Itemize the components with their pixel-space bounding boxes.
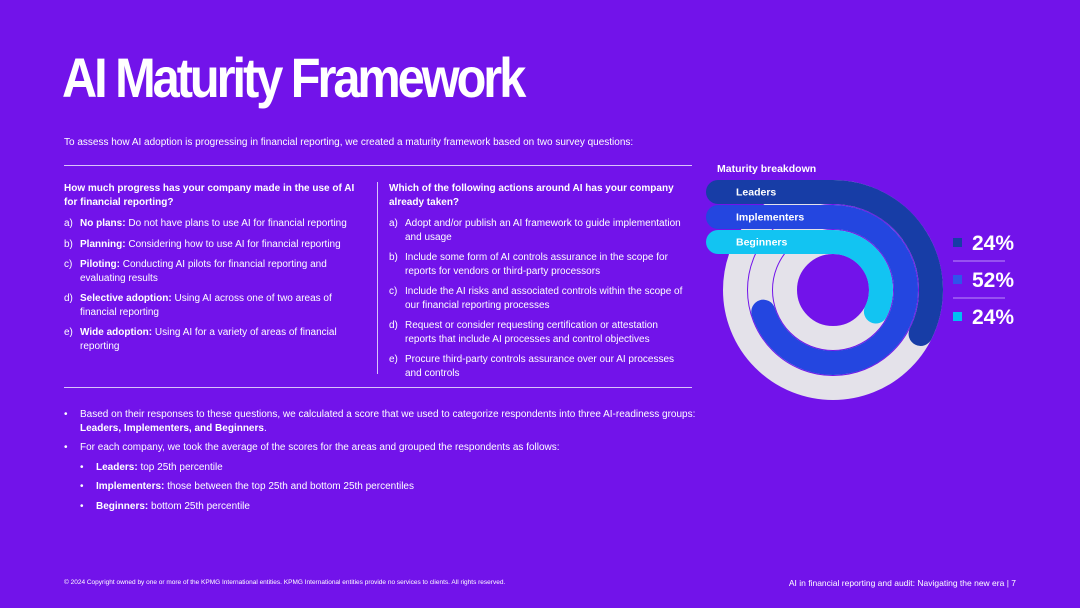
sub-bullet-item	[64, 461, 704, 475]
legend-value: 24%	[972, 306, 1015, 329]
option-key: a)	[64, 218, 73, 229]
bar-label: Beginners	[736, 236, 788, 249]
chart-hole	[798, 255, 868, 325]
sub-bullet-text: top 25th percentile	[137, 461, 223, 473]
option-item	[64, 258, 364, 285]
option-text: Do not have plans to use AI for financial reporting	[125, 218, 347, 229]
question-2	[389, 182, 689, 387]
bar-implementers	[718, 217, 906, 363]
option-item	[64, 217, 364, 231]
bar-label: Implementers	[736, 211, 805, 224]
option-key: b)	[389, 252, 398, 263]
top-divider	[64, 165, 692, 166]
page-title: AI Maturity Framework	[62, 46, 524, 109]
option-key: c)	[389, 286, 398, 297]
bar-leaders	[718, 192, 931, 334]
option-label: No plans:	[80, 218, 126, 229]
legend-swatch	[953, 275, 962, 284]
option-label: Selective adoption:	[80, 293, 172, 304]
option-text: Include the AI risks and associated controls within the scope of our financial reporting processes	[405, 286, 683, 311]
question-1-title: How much progress has your company made in the use of AI for financial reporting?	[64, 183, 355, 208]
option-key: e)	[389, 354, 398, 365]
option-item	[389, 285, 689, 312]
bar-beginners	[718, 242, 881, 312]
sub-bullet-label: Beginners:	[96, 500, 149, 512]
sub-bullet-label: Leaders:	[96, 461, 138, 473]
option-item	[389, 251, 689, 278]
option-key: a)	[389, 218, 398, 229]
option-text: Adopt and/or publish an AI framework to guide implementation and usage	[405, 218, 681, 243]
intro-text: To assess how AI adoption is progressing in financial reporting, we created a maturity framework based on two survey questions:	[64, 137, 634, 148]
option-key: d)	[389, 320, 398, 331]
legend-value: 52%	[972, 269, 1015, 292]
option-item	[64, 326, 364, 353]
bullet-item	[64, 408, 704, 435]
document-title: AI in financial reporting and audit: Navigating the new era | 7	[788, 578, 1016, 588]
question-1	[64, 182, 364, 360]
option-label: Piloting:	[80, 259, 120, 270]
sub-bullet-text: those between the top 25th and bottom 25th percentiles	[164, 481, 414, 492]
question-2-title: Which of the following actions around AI has your company already taken?	[389, 183, 674, 208]
option-key: b)	[64, 238, 73, 250]
option-item	[389, 319, 689, 346]
sub-bullet-text: bottom 25th percentile	[148, 500, 250, 512]
copyright-text: © 2024 Copyright owned by one or more of the KPMG International entities. KPMG International entities provide no services to clients. All rights reserved.	[64, 579, 506, 586]
sub-bullet-item	[64, 480, 704, 494]
option-key: e)	[64, 327, 73, 338]
option-text: Include some form of AI controls assurance in the scope for reports for vendors or third-party processors	[405, 252, 668, 277]
bullet-end: .	[263, 422, 267, 434]
option-label: Wide adoption:	[80, 327, 153, 338]
ring-track	[760, 217, 906, 363]
option-item	[64, 238, 364, 252]
option-label: Planning:	[80, 238, 126, 250]
option-key: d)	[64, 293, 73, 304]
ring-track	[785, 242, 881, 338]
option-item	[389, 217, 689, 244]
ring-track	[735, 192, 931, 388]
option-text: Considering how to use AI for financial reporting	[125, 238, 341, 250]
sub-bullet-label: Implementers:	[96, 481, 165, 492]
sub-bullet-item	[64, 500, 704, 514]
legend-swatch	[953, 312, 962, 321]
option-item	[389, 353, 689, 380]
bullet-text: Based on their responses to these questions, we calculated a score that we used to categorize respondents into three AI-readiness groups:	[80, 409, 696, 420]
option-text: Conducting AI pilots for financial reporting and evaluating results	[80, 259, 327, 284]
option-item	[64, 292, 364, 319]
column-divider	[377, 182, 378, 374]
bullet-bold: Leaders, Implementers, and Beginners	[80, 422, 264, 434]
bar-label: Leaders	[736, 186, 777, 199]
legend-swatch	[953, 238, 962, 247]
bottom-divider	[64, 387, 692, 388]
option-key: c)	[64, 259, 73, 270]
bullet-item	[64, 441, 704, 455]
option-text: Request or consider requesting certification or attestation reports that include AI processes and control objectives	[405, 320, 658, 345]
option-text: Using AI for a variety of areas of financial reporting	[80, 327, 337, 352]
option-text: Using AI across one of two areas of financial reporting	[80, 293, 332, 318]
chart-title: Maturity breakdown	[717, 163, 817, 175]
method-bullets	[64, 408, 704, 519]
bullet-text: For each company, we took the average of the scores for the areas and grouped the respondents as follows:	[80, 442, 560, 453]
option-text: Procure third-party controls assurance over our AI processes and controls	[405, 354, 675, 379]
legend-value: 24%	[972, 232, 1015, 255]
